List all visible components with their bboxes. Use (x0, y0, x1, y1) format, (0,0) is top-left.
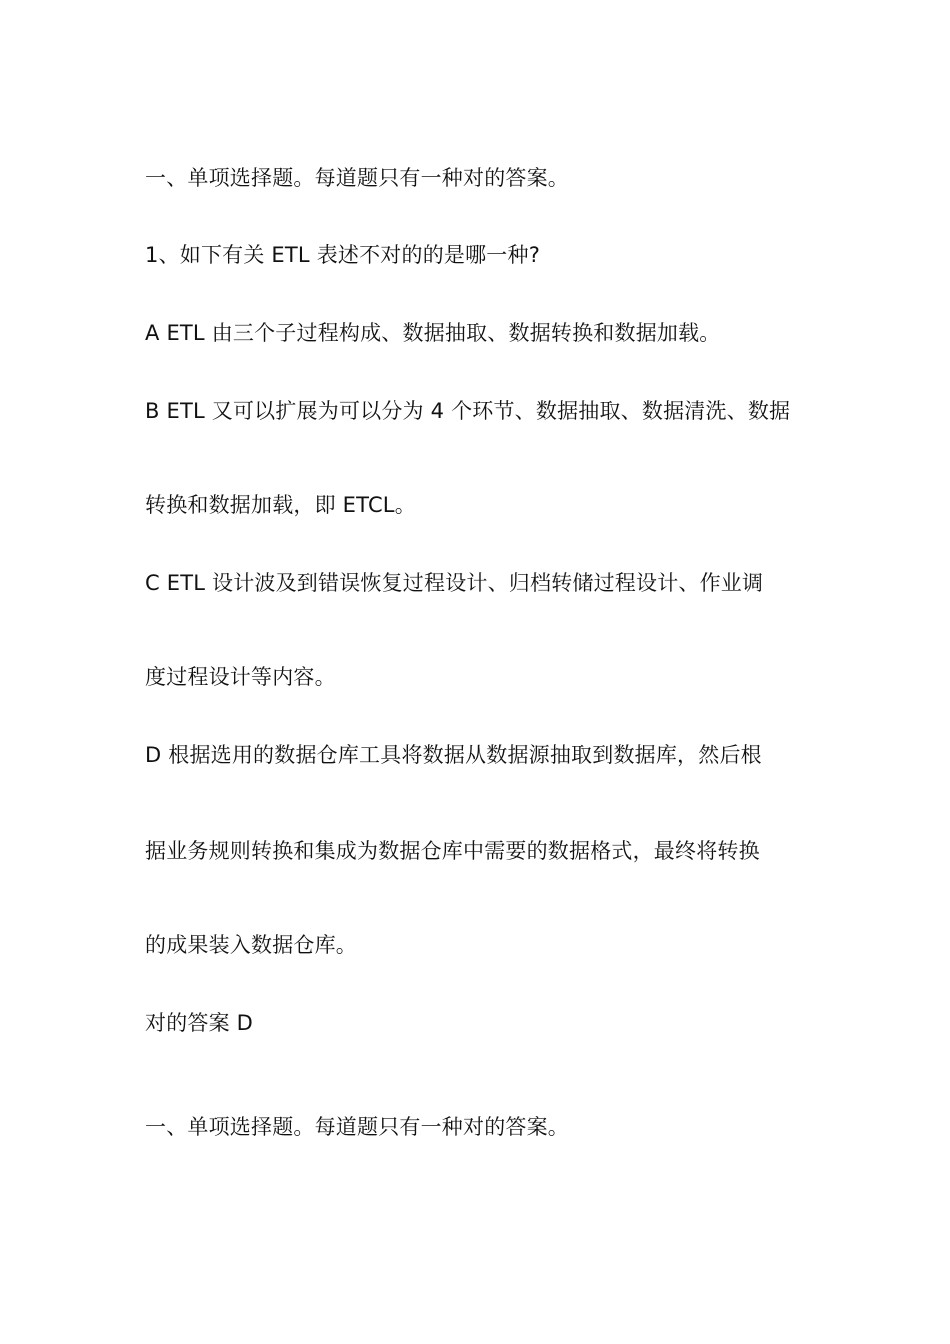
option-d-line-2: 据业务规则转换和集成为数据仓库中需要的数据格式，最终将转换 (145, 839, 760, 863)
option-b-line-2: 转换和数据加载，即 ETCL。 (145, 493, 416, 517)
option-d-line-1: D 根据选用的数据仓库工具将数据从数据源抽取到数据库，然后根 (145, 743, 762, 767)
answer-text: 对的答案 D (145, 1011, 254, 1035)
option-c-line-2: 度过程设计等内容。 (145, 665, 336, 689)
option-b-line-1: B ETL 又可以扩展为可以分为 4 个环节、数据抽取、数据清洗、数据 (145, 399, 791, 423)
section-heading-repeat: 一、单项选择题。每道题只有一种对的答案。 (145, 1115, 569, 1139)
option-a-line-1: A ETL 由三个子过程构成、数据抽取、数据转换和数据加载。 (145, 321, 721, 345)
question-stem: 1、如下有关 ETL 表述不对的的是哪一种? (145, 243, 541, 267)
option-c-line-1: C ETL 设计波及到错误恢复过程设计、归档转储过程设计、作业调 (145, 571, 764, 595)
option-d-line-3: 的成果装入数据仓库。 (145, 933, 357, 957)
section-heading: 一、单项选择题。每道题只有一种对的答案。 (145, 166, 569, 190)
